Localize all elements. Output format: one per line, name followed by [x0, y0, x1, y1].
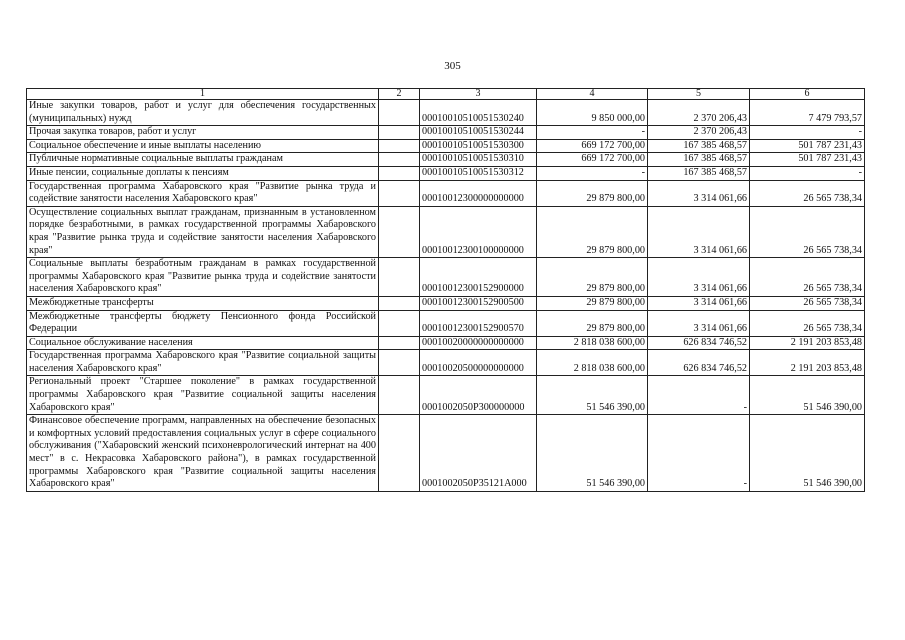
row-value-5: 2 370 206,43	[648, 126, 750, 140]
row-name: Региональный проект "Старшее поколение" в рамках государственной программы Хабаровского края "Развитие социальной защиты населения Хабаровского края"	[27, 376, 379, 415]
row-value-6: 26 565 738,34	[750, 180, 865, 206]
row-name: Государственная программа Хабаровского края "Развитие рынка труда и содействие занятости населения Хабаровского края"	[27, 180, 379, 206]
row-value-5: 2 370 206,43	[648, 100, 750, 126]
row-name: Финансовое обеспечение программ, направленных на обеспечение безопасных и комфортных условий предоставления социальных услуг в сфере социального обслуживания ("Хабаровский женский психоневрологический интернат на 400 мест" в с. Некрасовка Хабаровского района"), в рамках государственной программы Хабаровского края "Развитие социальной защиты населения Хабаровского края"	[27, 415, 379, 492]
row-col2	[379, 376, 420, 415]
header-col-6: 6	[750, 89, 865, 100]
row-value-5: -	[648, 415, 750, 492]
row-name: Межбюджетные трансферты	[27, 296, 379, 310]
row-code: 00010012300000000000	[420, 180, 537, 206]
table-row	[27, 350, 865, 376]
row-name: Иные пенсии, социальные доплаты к пенсиям	[27, 166, 379, 180]
table-row	[27, 415, 865, 492]
row-name: Иные закупки товаров, работ и услуг для обеспечения государственных (муниципальных) нужд	[27, 100, 379, 126]
row-value-5: 167 385 468,57	[648, 153, 750, 167]
row-col2	[379, 296, 420, 310]
row-col2	[379, 126, 420, 140]
table-row	[27, 139, 865, 153]
row-name: Социальное обеспечение и иные выплаты населению	[27, 139, 379, 153]
row-col2	[379, 350, 420, 376]
table-row	[27, 100, 865, 126]
row-code: 00010010510051530300	[420, 139, 537, 153]
page-number: 305	[444, 60, 461, 72]
budget-table	[26, 88, 865, 492]
table-row	[27, 296, 865, 310]
row-name: Государственная программа Хабаровского края "Развитие социальной защиты населения Хабаровского края"	[27, 350, 379, 376]
header-col-1: 1	[27, 89, 379, 100]
row-col2	[379, 166, 420, 180]
row-value-5: 3 314 061,66	[648, 258, 750, 297]
table-row	[27, 166, 865, 180]
row-value-4: 51 546 390,00	[537, 376, 648, 415]
row-code: 00010020000000000000	[420, 336, 537, 350]
row-value-4: 29 879 800,00	[537, 296, 648, 310]
row-value-6: 51 546 390,00	[750, 415, 865, 492]
row-col2	[379, 310, 420, 336]
row-value-6: 7 479 793,57	[750, 100, 865, 126]
row-code: 00010012300152900570	[420, 310, 537, 336]
row-value-5: 3 314 061,66	[648, 180, 750, 206]
row-col2	[379, 336, 420, 350]
row-name: Осуществление социальных выплат гражданам, признанным в установленном порядке безработными, в рамках государственной программы Хабаровского края "Развитие рынка труда и содействие занятости населения Хабаровского края"	[27, 206, 379, 257]
row-value-5: 3 314 061,66	[648, 296, 750, 310]
row-value-4: -	[537, 166, 648, 180]
header-col-5: 5	[648, 89, 750, 100]
row-value-5: 3 314 061,66	[648, 206, 750, 257]
row-value-5: 626 834 746,52	[648, 336, 750, 350]
row-col2	[379, 258, 420, 297]
table-row	[27, 180, 865, 206]
row-value-6: 26 565 738,34	[750, 310, 865, 336]
row-value-4: 29 879 800,00	[537, 180, 648, 206]
row-value-5: 626 834 746,52	[648, 350, 750, 376]
row-value-4: 2 818 038 600,00	[537, 336, 648, 350]
row-name: Социальные выплаты безработным гражданам в рамках государственной программы Хабаровского края "Развитие рынка труда и содействие занятости населения Хабаровского края"	[27, 258, 379, 297]
row-code: 0001002050P300000000	[420, 376, 537, 415]
row-value-6: -	[750, 126, 865, 140]
row-value-6: 2 191 203 853,48	[750, 336, 865, 350]
row-code: 00010010510051530244	[420, 126, 537, 140]
row-value-4: -	[537, 126, 648, 140]
header-col-3: 3	[420, 89, 537, 100]
row-code: 00010010510051530240	[420, 100, 537, 126]
header-row	[27, 89, 865, 100]
row-value-6: 2 191 203 853,48	[750, 350, 865, 376]
row-value-5: -	[648, 376, 750, 415]
table-row	[27, 336, 865, 350]
row-value-6: 26 565 738,34	[750, 258, 865, 297]
row-value-5: 167 385 468,57	[648, 139, 750, 153]
row-value-6: 51 546 390,00	[750, 376, 865, 415]
row-value-4: 669 172 700,00	[537, 153, 648, 167]
row-value-5: 3 314 061,66	[648, 310, 750, 336]
table-row	[27, 206, 865, 257]
row-col2	[379, 415, 420, 492]
table-row	[27, 310, 865, 336]
row-name: Межбюджетные трансферты бюджету Пенсионного фонда Российской Федерации	[27, 310, 379, 336]
table-row	[27, 376, 865, 415]
row-name: Социальное обслуживание населения	[27, 336, 379, 350]
header-col-4: 4	[537, 89, 648, 100]
row-code: 00010010510051530310	[420, 153, 537, 167]
row-value-6: -	[750, 166, 865, 180]
row-value-6: 501 787 231,43	[750, 139, 865, 153]
row-code: 0001002050P35121A000	[420, 415, 537, 492]
row-col2	[379, 206, 420, 257]
row-value-4: 29 879 800,00	[537, 310, 648, 336]
header-col-2: 2	[379, 89, 420, 100]
row-value-6: 26 565 738,34	[750, 296, 865, 310]
row-value-6: 501 787 231,43	[750, 153, 865, 167]
table-row	[27, 258, 865, 297]
row-col2	[379, 139, 420, 153]
row-col2	[379, 100, 420, 126]
row-value-4: 29 879 800,00	[537, 258, 648, 297]
row-value-4: 29 879 800,00	[537, 206, 648, 257]
row-name: Публичные нормативные социальные выплаты гражданам	[27, 153, 379, 167]
row-value-6: 26 565 738,34	[750, 206, 865, 257]
row-value-4: 2 818 038 600,00	[537, 350, 648, 376]
row-code: 00010020500000000000	[420, 350, 537, 376]
row-value-4: 9 850 000,00	[537, 100, 648, 126]
row-code: 00010012300152900000	[420, 258, 537, 297]
row-code: 00010012300152900500	[420, 296, 537, 310]
table-row	[27, 153, 865, 167]
row-col2	[379, 153, 420, 167]
row-code: 00010012300100000000	[420, 206, 537, 257]
row-name: Прочая закупка товаров, работ и услуг	[27, 126, 379, 140]
table-row	[27, 126, 865, 140]
row-value-4: 669 172 700,00	[537, 139, 648, 153]
row-value-4: 51 546 390,00	[537, 415, 648, 492]
row-col2	[379, 180, 420, 206]
row-value-5: 167 385 468,57	[648, 166, 750, 180]
row-code: 00010010510051530312	[420, 166, 537, 180]
